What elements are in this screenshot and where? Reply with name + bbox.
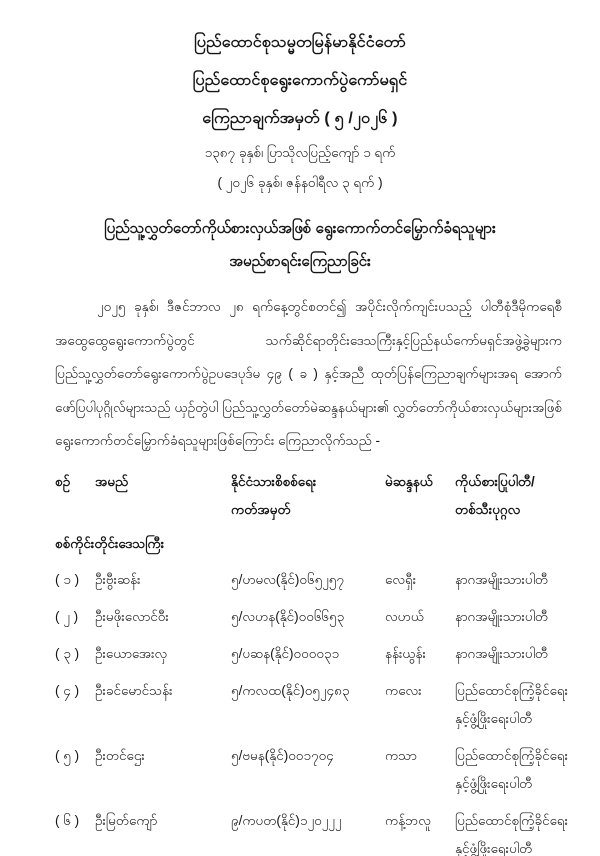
row-name: ဦးတင်ဌေး [95, 747, 145, 763]
row-name: ဦးယောအေးလှ [95, 645, 168, 661]
row-party: နာဂအမျိုးသားပါတီ [455, 608, 549, 624]
row-constituency: ကလေး [385, 682, 422, 698]
row-party: နာဂအမျိုးသားပါတီ [455, 571, 549, 587]
col-header-nrc: နိုင်ငံသားစိစစ်ရေး ကတ်အမှတ် [231, 473, 317, 517]
row-name: ဦးမဖိုးလောင်ဝီး [95, 608, 169, 624]
row-party: ပြည်ထောင်စုကြံ့ခိုင်ရေး နှင့်ဖွံ့ဖြိုးရေးပါတီ [455, 812, 569, 856]
row-nrc: ၅/ဟမလ(နိုင်)၀၆၅၂၅၇ [231, 571, 344, 587]
row-constituency: ကသာ [385, 747, 417, 763]
row-serial: ( ၆ ) [55, 812, 80, 828]
document-header [55, 24, 545, 198]
announcement-number: ကြေညာချက်အမှတ် ( ၅ /၂၀၂၆ ) [202, 110, 398, 127]
row-serial: ( ၃ ) [55, 645, 80, 661]
table-row [55, 603, 562, 631]
row-name: ဦးခင်မောင်သန်း [95, 682, 173, 698]
myanmar-calendar-date: ၁၃၈၇ ခုနှစ်၊ ပြာသိုလပြည့်ကျော် ၁ ရက် [204, 145, 396, 160]
row-party: ပြည်ထောင်စုကြံ့ခိုင်ရေး နှင့်ဖွံ့ဖြိုးရေးပါတီ [455, 682, 569, 726]
table-header-row [55, 468, 562, 524]
row-constituency: နန်းယွန်း [385, 645, 426, 661]
row-nrc: ၅/လဟန(နိုင်)၀၀၆၆၅၃ [231, 608, 345, 624]
row-nrc: ၅/ပဆန(နိုင်)၀၀၀၀၃၁ [231, 645, 340, 661]
table-row [55, 566, 562, 594]
table-row [55, 742, 569, 798]
body-paragraph: ၂၀၂၅ ခုနှစ်၊ ဒီဇင်ဘာလ ၂၈ ရက်နေ့တွင်စတင်၍ အပိုင်းလိုက်ကျင်းပသည့် ပါတီစုံဒီမိုကရေစီအထွေထွေရွေးကောက်ပွဲတွင် သက်ဆိုင်ရာတိုင်းဒေသကြီးနှင့်ပြည်နယ်ကော်မရှင်အဖွဲ့ခွဲများက ပြည်သူ့လွှတ်တော်ရွေးကောက်ပွဲဥပဒေပုဒ်မ ၄၉ ( ခ ) နှင့်အညီ ထုတ်ပြန်ကြေညာချက်များအရ အောက်ဖော်ပြပါပုဂ္ဂိုလ်များသည် ယှဉ်တွဲပါ ပြည်သူ့လွှတ်တော်မဲဆန္ဒနယ်များ၏ လွှတ်တော်ကိုယ်စားလှယ်များအဖြစ် ရွေးကောက်တင်မြှောက်ခံရသူများဖြစ်ကြောင်း ကြေညာလိုက်သည် - [55, 299, 562, 448]
state-title: ပြည်ထောင်စုသမ္မတမြန်မာနိုင်ငံတော် [194, 34, 406, 51]
row-nrc: ၅/ကလထ(နိုင်)၀၅၂၄၈၃ [231, 682, 350, 698]
table-row [55, 807, 569, 856]
table-row [55, 640, 562, 668]
document-title [55, 212, 545, 278]
table-row [55, 677, 569, 733]
row-serial: ( ၄ ) [55, 682, 80, 698]
row-serial: ( ၅ ) [55, 747, 80, 763]
elected-representatives-table [55, 468, 569, 856]
col-header-party: ကိုယ်စားပြုပါတီ/ တစ်သီးပုဂ္ဂလ [455, 473, 535, 517]
gregorian-date: ( ၂၀၂၆ ခုနှစ်၊ ဇန်နဝါရီလ ၃ ရက် ) [217, 175, 383, 190]
row-party: ပြည်ထောင်စုကြံ့ခိုင်ရေး နှင့်ဖွံ့ဖြိုးရေးပါတီ [455, 747, 569, 791]
row-constituency: လဟယ် [385, 608, 424, 624]
title-line-1: ပြည်သူ့လွှတ်တော်ကိုယ်စားလှယ်အဖြစ် ရွေးကောက်တင်မြှောက်ခံရသူများ [104, 220, 496, 237]
row-serial: ( ၂ ) [55, 608, 79, 624]
commission-title: ပြည်ထောင်စုရွေးကောက်ပွဲကော်မရှင် [192, 72, 408, 89]
col-header-constituency: မဲဆန္ဒနယ် [385, 473, 433, 489]
row-constituency: ကန့်ဘလူ [385, 812, 431, 828]
title-line-2: အမည်စာရင်းကြေညာခြင်း [229, 253, 371, 270]
row-nrc: ၅/ဗမန(နိုင်)၀၀၁၇၀၄ [231, 747, 334, 763]
row-constituency: လေရှီး [385, 571, 417, 587]
row-nrc: ၉/ကပတ(နိုင်)၁၂၀၂၂၂ [231, 812, 342, 828]
row-name: ဦးမြတ်ကျော် [95, 812, 158, 828]
col-header-serial: စဉ် [55, 473, 71, 489]
row-name: ဦးဗွီးဆန်း [95, 571, 141, 587]
region-section-header: စစ်ကိုင်းတိုင်းဒေသကြီး [55, 535, 165, 551]
col-header-name: အမည် [95, 473, 129, 489]
row-serial: ( ၁ ) [55, 571, 80, 587]
row-party: နာဂအမျိုးသားပါတီ [455, 645, 549, 661]
